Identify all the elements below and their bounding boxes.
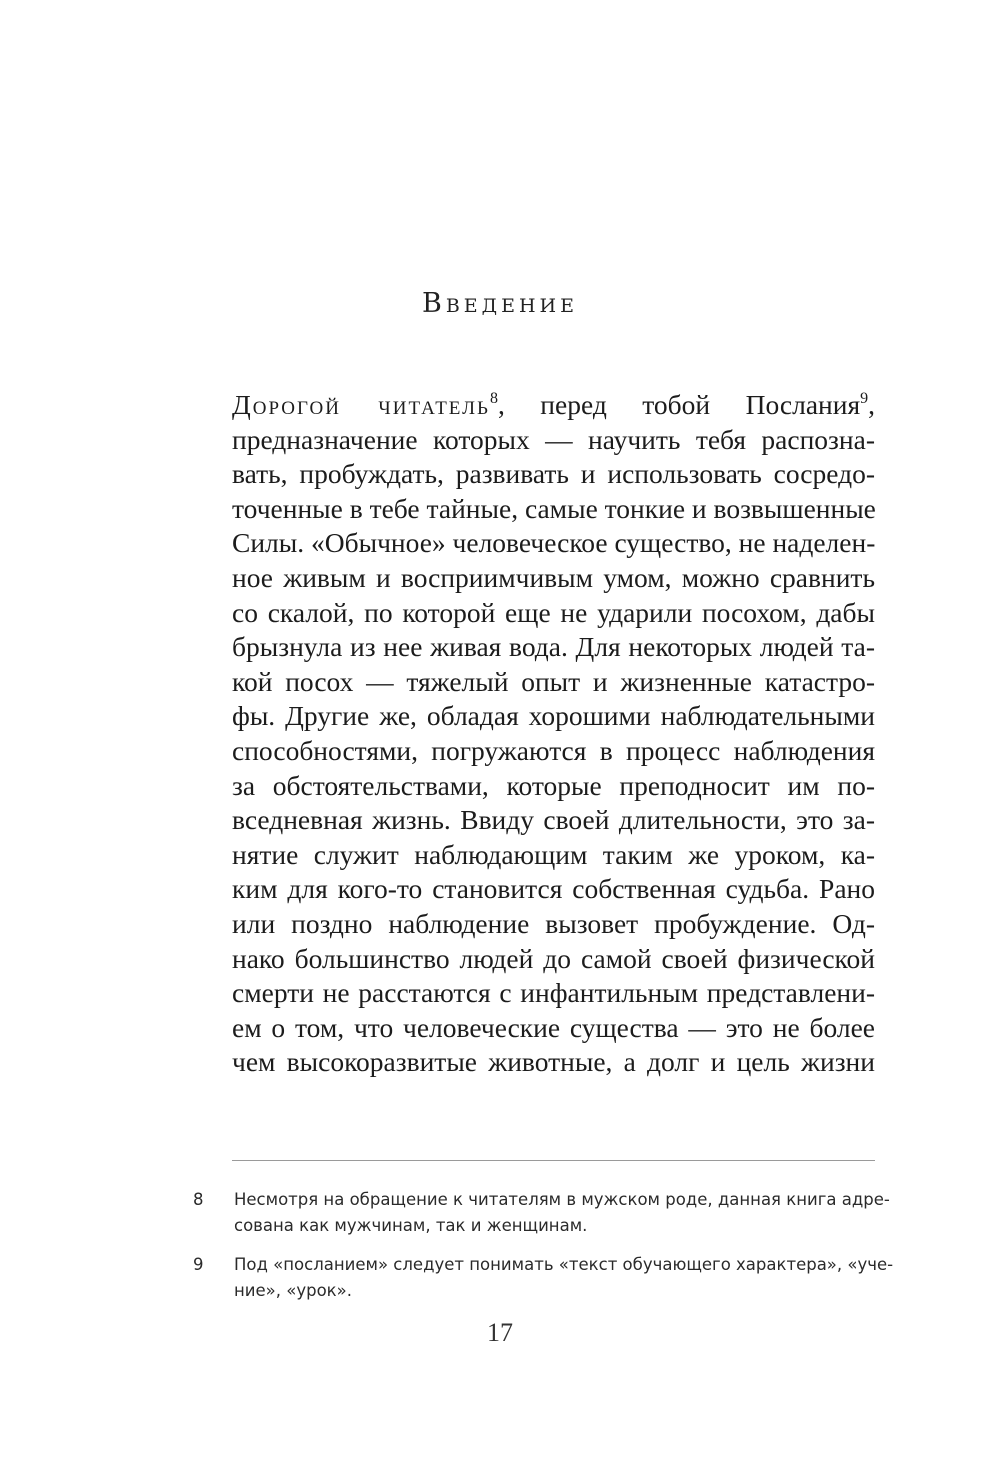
body-line: точенные в тебе тайные, самые тонкие и возвышенные (232, 492, 876, 524)
body-line: нако большинство людей до самой своей физической (232, 942, 875, 974)
body-line: нятие служит наблюдающим таким же уроком, ка- (232, 838, 875, 870)
body-line: ем о том, что человеческие существа — это не более (232, 1011, 875, 1043)
body-line: Силы. «Обычное» человеческое существо, не наделен- (232, 527, 876, 559)
body-line: вседневная жизнь. Ввиду своей длительности, это за- (232, 804, 875, 836)
body-line: кой посох — тяжелый опыт и жизненные катастро- (232, 665, 875, 697)
first-line-text: , перед тобой Послания (497, 389, 861, 420)
body-line: смерти не расстаются с инфантильным представлени- (232, 977, 875, 1009)
footnote-number: 9 (193, 1255, 204, 1274)
footnote-text (234, 1187, 890, 1239)
footnote-line: ние», «урок». (234, 1281, 352, 1300)
chapter-title: Введение (422, 288, 578, 319)
body-line: фы. Другие же, обладая хорошими наблюдательными (232, 700, 875, 732)
footnote-divider (232, 1160, 875, 1161)
body-line: чем высокоразвитые животные, а долг и цель жизни (232, 1046, 875, 1078)
body-line: брызнула из нее живая вода. Для некоторых людей та- (232, 631, 875, 663)
footnote-9 (193, 1252, 894, 1304)
first-line-end: , (868, 389, 875, 420)
body-line: вать, пробуждать, развивать и использовать сосредо- (232, 458, 875, 490)
footnote-line: сована как мужчинам, так и женщинам. (234, 1216, 588, 1235)
body-line: ким для кого-то становится собственная судьба. Рано (232, 873, 875, 905)
lead-words: Дорогой читатель (232, 389, 490, 420)
body-line: со скалой, по которой еще не ударили посохом, дабы (232, 596, 875, 628)
body-line: предназначение которых — научить тебя распозна- (232, 423, 875, 455)
footnote-ref-8[interactable]: 8 (489, 390, 498, 407)
footnote-ref-9[interactable]: 9 (860, 390, 869, 407)
body-line: или поздно наблюдение вызовет пробуждение. Од- (232, 907, 875, 939)
body-line: ное живым и восприимчивым умом, можно сравнить (232, 561, 875, 593)
body-line: способностями, погружаются в процесс наблюдения (232, 734, 875, 766)
footnote-line: Под «посланием» следует понимать «текст обучающего характера», «уче- (234, 1255, 894, 1274)
page-number: 17 (487, 1318, 513, 1347)
footnote-8 (193, 1187, 890, 1239)
footnote-text (234, 1252, 894, 1304)
footnote-line: Несмотря на обращение к читателям в мужском роде, данная книга адре- (234, 1190, 890, 1209)
body-line: за обстоятельствами, которые преподносит им по- (232, 769, 875, 801)
body-line-1 (232, 388, 875, 423)
body-text (232, 388, 875, 1080)
footnote-number: 8 (193, 1190, 204, 1209)
